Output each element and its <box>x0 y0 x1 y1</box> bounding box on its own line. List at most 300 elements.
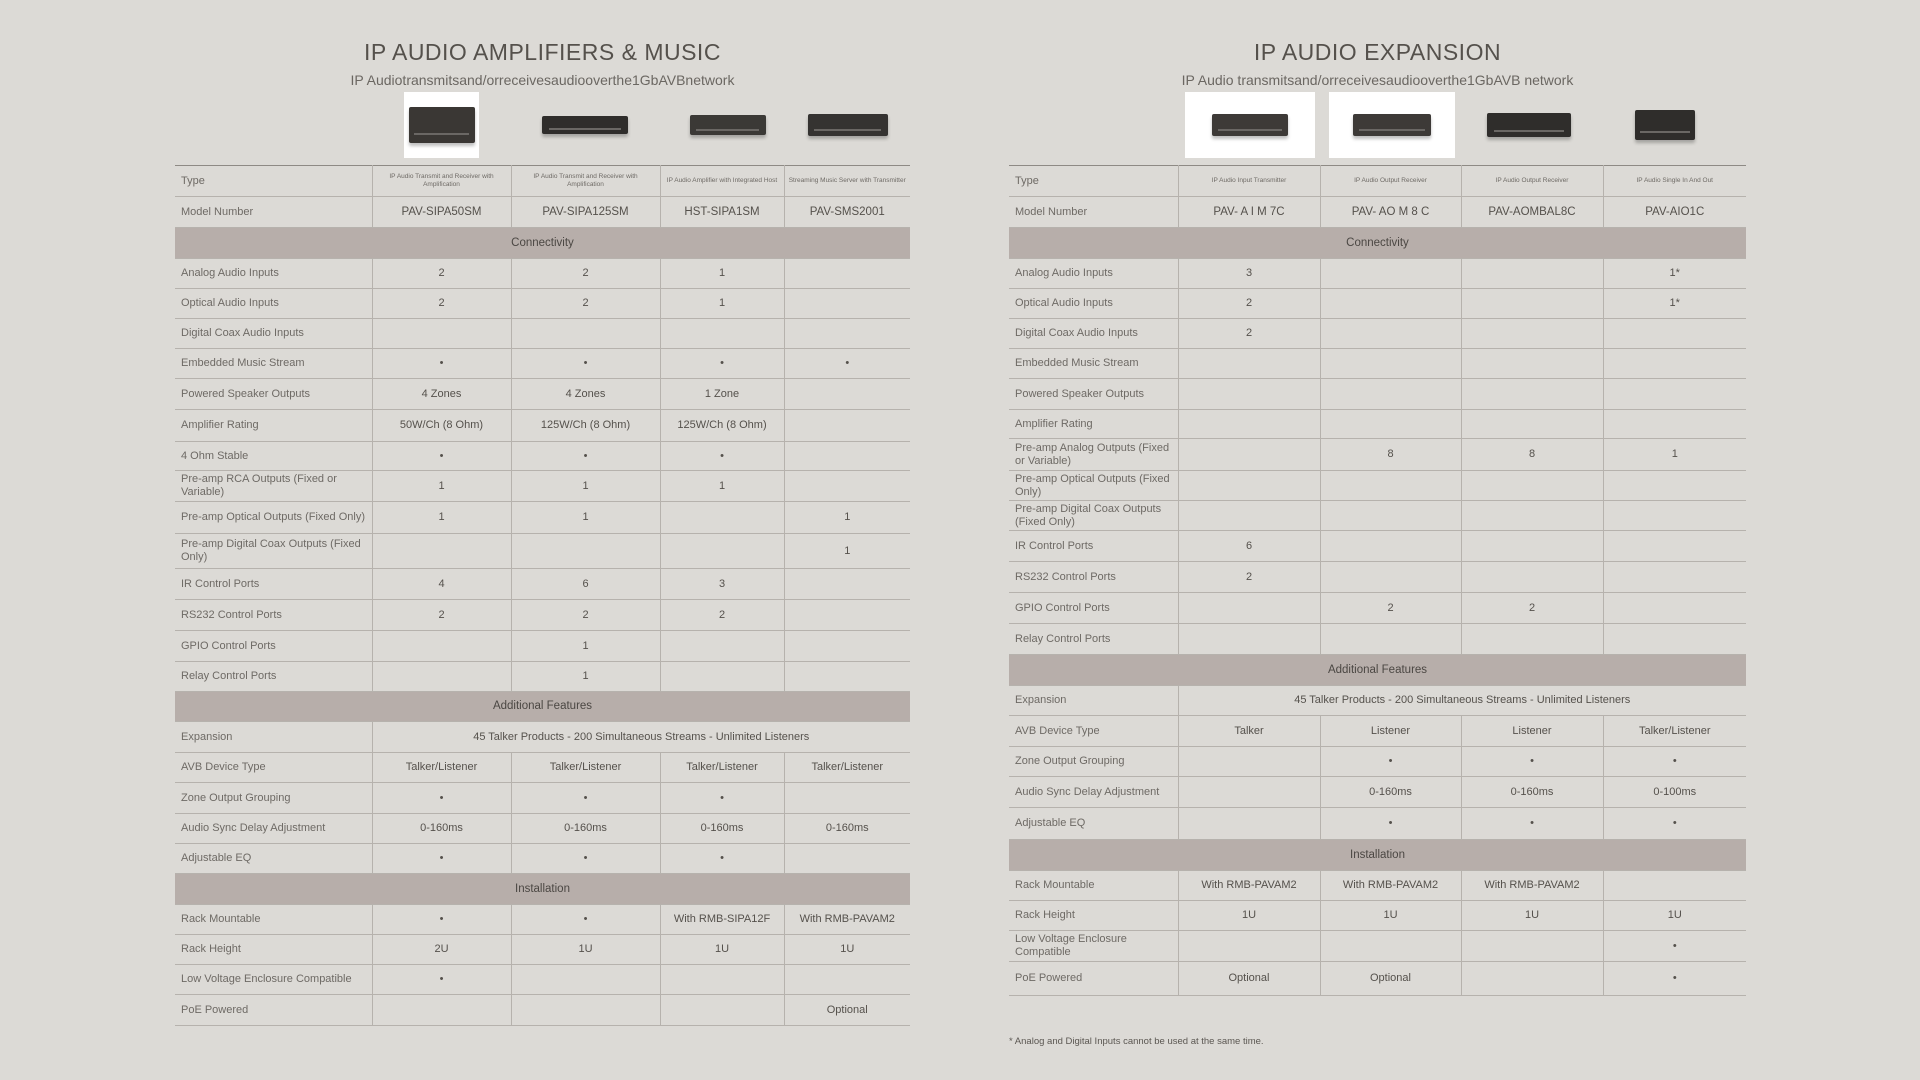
row-value <box>1461 962 1603 996</box>
row-value <box>1461 259 1603 289</box>
row-value <box>372 319 511 349</box>
row-label: Type <box>1009 166 1178 197</box>
row-value <box>1461 319 1603 349</box>
row-value <box>511 319 660 349</box>
row-value: • <box>660 844 784 874</box>
row-value: • <box>511 844 660 874</box>
row-value <box>1603 562 1746 593</box>
row-value: • <box>1603 931 1746 962</box>
row-value: 1 <box>660 259 784 289</box>
expansion-row <box>1009 686 1746 716</box>
row-label: Audio Sync Delay Adjustment <box>1009 777 1178 808</box>
row-value <box>660 965 784 995</box>
table-row <box>1009 471 1746 501</box>
table-row <box>1009 410 1746 439</box>
row-value: With RMB-PAVAM2 <box>1461 871 1603 901</box>
row-value: • <box>1461 808 1603 840</box>
row-value: Talker/Listener <box>1603 716 1746 747</box>
row-value: 2 <box>1178 562 1320 593</box>
row-value: 3 <box>660 569 784 600</box>
row-value <box>1461 379 1603 410</box>
row-value <box>1320 931 1461 962</box>
row-value: 2 <box>1178 289 1320 319</box>
row-label: Amplifier Rating <box>1009 410 1178 439</box>
row-value: Listener <box>1461 716 1603 747</box>
section-title: Additional Features <box>175 692 910 722</box>
row-label: IR Control Ports <box>1009 531 1178 562</box>
row-value: Optional <box>784 995 910 1026</box>
table-row <box>175 814 910 844</box>
row-value: 1U <box>1461 901 1603 931</box>
row-value <box>784 442 910 471</box>
row-value <box>1603 379 1746 410</box>
row-value: 2 <box>372 259 511 289</box>
product-image <box>1185 92 1315 158</box>
product-images <box>1009 92 1746 162</box>
row-value <box>1461 410 1603 439</box>
table-row <box>175 289 910 319</box>
row-value: • <box>511 442 660 471</box>
row-value: 1 <box>784 502 910 534</box>
table-row <box>175 534 910 569</box>
row-value <box>1178 439 1320 471</box>
row-value: 1 <box>660 289 784 319</box>
row-value <box>1320 379 1461 410</box>
product-image <box>1629 92 1701 158</box>
row-label: Pre-amp Digital Coax Outputs (Fixed Only) <box>1009 501 1178 531</box>
row-label: Digital Coax Audio Inputs <box>1009 319 1178 349</box>
table-row <box>175 569 910 600</box>
row-label: Expansion <box>1009 686 1178 716</box>
model-row <box>1009 197 1746 228</box>
row-value <box>511 534 660 569</box>
section-header <box>1009 655 1746 686</box>
section-title: Installation <box>1009 840 1746 871</box>
row-value: 1 <box>372 502 511 534</box>
row-value: 1U <box>511 935 660 965</box>
panel-expansion <box>1009 0 1746 1047</box>
page-title: IP AUDIO AMPLIFIERS & MUSIC <box>364 39 721 65</box>
row-value <box>372 534 511 569</box>
section-title: Additional Features <box>1009 655 1746 686</box>
row-value: 4 Zones <box>372 379 511 410</box>
row-value <box>1178 747 1320 777</box>
row-value: Talker <box>1178 716 1320 747</box>
model-number: PAV- AO M 8 C <box>1320 197 1461 228</box>
row-label: AVB Device Type <box>1009 716 1178 747</box>
row-value <box>372 662 511 692</box>
row-value: • <box>372 844 511 874</box>
row-value <box>1320 531 1461 562</box>
row-value <box>784 631 910 662</box>
row-value <box>784 662 910 692</box>
row-value <box>1603 871 1746 901</box>
table-row <box>175 600 910 631</box>
row-value: 2 <box>511 600 660 631</box>
row-value: 8 <box>1461 439 1603 471</box>
product-image <box>680 92 775 158</box>
row-value: • <box>372 349 511 379</box>
row-value <box>784 965 910 995</box>
row-value: 1* <box>1603 259 1746 289</box>
product-image <box>1329 92 1455 158</box>
product-image <box>404 92 479 158</box>
row-value: 1U <box>1178 901 1320 931</box>
row-value: • <box>511 783 660 814</box>
row-label: GPIO Control Ports <box>175 631 372 662</box>
row-value: Talker/Listener <box>511 753 660 783</box>
row-value: 6 <box>1178 531 1320 562</box>
row-value: 1 Zone <box>660 379 784 410</box>
row-value: 50W/Ch (8 Ohm) <box>372 410 511 442</box>
product-images <box>175 92 910 162</box>
row-value <box>1461 471 1603 501</box>
row-value: 0-160ms <box>372 814 511 844</box>
model-number: HST-SIPA1SM <box>660 197 784 228</box>
row-value <box>1178 410 1320 439</box>
row-value: 0-160ms <box>784 814 910 844</box>
table-row <box>175 844 910 874</box>
table-row <box>175 905 910 935</box>
row-label: Pre-amp Optical Outputs (Fixed Only) <box>1009 471 1178 501</box>
row-value <box>1178 349 1320 379</box>
row-value: 1 <box>660 471 784 502</box>
panel-amplifiers-music <box>175 0 910 1026</box>
row-value: 2 <box>372 600 511 631</box>
row-value <box>1320 501 1461 531</box>
row-value <box>1178 471 1320 501</box>
row-value: 1U <box>784 935 910 965</box>
row-value <box>1320 319 1461 349</box>
row-value: With RMB-PAVAM2 <box>1178 871 1320 901</box>
table-row <box>175 259 910 289</box>
row-value: • <box>511 349 660 379</box>
table-row <box>175 349 910 379</box>
row-label: AVB Device Type <box>175 753 372 783</box>
row-value: 1 <box>511 631 660 662</box>
table-row <box>1009 379 1746 410</box>
row-value: Talker/Listener <box>372 753 511 783</box>
row-label: Model Number <box>175 197 372 228</box>
row-value <box>1320 410 1461 439</box>
row-label: Rack Height <box>175 935 372 965</box>
page-subtitle: IP Audiotransmitsand/orreceivesaudiooverthe1GbAVBnetwork <box>350 72 735 88</box>
type-row <box>175 166 910 197</box>
row-value <box>660 631 784 662</box>
product-type: Streaming Music Server with Transmitter <box>784 166 910 197</box>
row-value <box>784 289 910 319</box>
page-subtitle: IP Audio transmitsand/orreceivesaudiooverthe1GbAVB network <box>1181 72 1574 88</box>
row-value: • <box>660 349 784 379</box>
row-value <box>1461 349 1603 379</box>
row-value <box>1603 624 1746 655</box>
row-label: Pre-amp RCA Outputs (Fixed or Variable) <box>175 471 372 502</box>
table-row <box>175 965 910 995</box>
table-row <box>1009 871 1746 901</box>
product-type: IP Audio Output Receiver <box>1461 166 1603 197</box>
table-row <box>175 631 910 662</box>
row-label: Low Voltage Enclosure Compatible <box>1009 931 1178 962</box>
section-header <box>175 228 910 259</box>
table-row <box>175 662 910 692</box>
row-label: Optical Audio Inputs <box>1009 289 1178 319</box>
product-type: IP Audio Transmit and Receiver with Amplification <box>372 166 511 197</box>
row-value: 1* <box>1603 289 1746 319</box>
table-row <box>1009 931 1746 962</box>
row-value <box>784 259 910 289</box>
product-type: IP Audio Single In And Out <box>1603 166 1746 197</box>
row-value <box>1178 624 1320 655</box>
row-value <box>1320 349 1461 379</box>
row-value: • <box>1461 747 1603 777</box>
row-value: 1 <box>784 534 910 569</box>
row-value <box>784 844 910 874</box>
row-value <box>1320 562 1461 593</box>
row-value <box>1320 289 1461 319</box>
row-value: With RMB-SIPA12F <box>660 905 784 935</box>
section-title: Connectivity <box>1009 228 1746 259</box>
row-label: PoE Powered <box>1009 962 1178 996</box>
row-value <box>784 379 910 410</box>
row-label: Model Number <box>1009 197 1178 228</box>
row-value: Optional <box>1320 962 1461 996</box>
product-image <box>1479 92 1579 158</box>
row-value <box>1461 531 1603 562</box>
row-label: Zone Output Grouping <box>1009 747 1178 777</box>
table-row <box>1009 439 1746 471</box>
row-label: Expansion <box>175 722 372 753</box>
row-value: • <box>1320 808 1461 840</box>
row-value: 6 <box>511 569 660 600</box>
row-value <box>1178 777 1320 808</box>
section-header <box>1009 840 1746 871</box>
row-value <box>1178 931 1320 962</box>
row-value: 1 <box>372 471 511 502</box>
table-row <box>175 753 910 783</box>
page-title: IP AUDIO EXPANSION <box>1253 39 1502 65</box>
row-label: Amplifier Rating <box>175 410 372 442</box>
section-title: Installation <box>175 874 910 905</box>
row-value <box>1320 624 1461 655</box>
row-label: Adjustable EQ <box>175 844 372 874</box>
row-value <box>1461 289 1603 319</box>
row-value: • <box>511 905 660 935</box>
row-value <box>1603 471 1746 501</box>
row-label: Powered Speaker Outputs <box>175 379 372 410</box>
row-label: Adjustable EQ <box>1009 808 1178 840</box>
type-row <box>1009 166 1746 197</box>
row-value: 0-160ms <box>1320 777 1461 808</box>
table-row <box>1009 349 1746 379</box>
row-value: 125W/Ch (8 Ohm) <box>660 410 784 442</box>
expansion-row <box>175 722 910 753</box>
row-value <box>372 631 511 662</box>
row-value: 2U <box>372 935 511 965</box>
row-value <box>511 965 660 995</box>
row-label: Pre-amp Digital Coax Outputs (Fixed Only) <box>175 534 372 569</box>
row-value: • <box>1603 962 1746 996</box>
row-label: 4 Ohm Stable <box>175 442 372 471</box>
model-number: PAV-AIO1C <box>1603 197 1746 228</box>
row-value <box>784 783 910 814</box>
product-type: IP Audio Input Transmitter <box>1178 166 1320 197</box>
row-label: GPIO Control Ports <box>1009 593 1178 624</box>
section-title: Connectivity <box>175 228 910 259</box>
table-row <box>175 935 910 965</box>
row-value: Listener <box>1320 716 1461 747</box>
row-value: Talker/Listener <box>784 753 910 783</box>
row-value <box>784 569 910 600</box>
row-value: • <box>784 349 910 379</box>
table-row <box>1009 808 1746 840</box>
row-value: 0-100ms <box>1603 777 1746 808</box>
row-value: 1 <box>511 502 660 534</box>
row-value <box>1603 319 1746 349</box>
table-row <box>175 410 910 442</box>
row-value <box>1178 808 1320 840</box>
row-value: • <box>1603 747 1746 777</box>
model-row <box>175 197 910 228</box>
row-value: • <box>372 783 511 814</box>
model-number: PAV-AOMBAL8C <box>1461 197 1603 228</box>
row-label: IR Control Ports <box>175 569 372 600</box>
row-value: Optional <box>1178 962 1320 996</box>
row-value: With RMB-PAVAM2 <box>784 905 910 935</box>
expansion-value: 45 Talker Products - 200 Simultaneous Streams - Unlimited Listeners <box>372 722 910 753</box>
row-value <box>660 319 784 349</box>
table-row <box>175 471 910 502</box>
row-value: 4 Zones <box>511 379 660 410</box>
product-type: IP Audio Transmit and Receiver with Amplification <box>511 166 660 197</box>
table-row <box>1009 593 1746 624</box>
spec-table <box>175 165 910 1026</box>
row-label: RS232 Control Ports <box>1009 562 1178 593</box>
model-number: PAV- A I M 7C <box>1178 197 1320 228</box>
row-value <box>1603 593 1746 624</box>
spec-table <box>1009 165 1746 996</box>
row-value <box>1603 410 1746 439</box>
row-label: Type <box>175 166 372 197</box>
table-row <box>1009 562 1746 593</box>
product-image <box>535 92 635 158</box>
row-value: 3 <box>1178 259 1320 289</box>
row-label: Zone Output Grouping <box>175 783 372 814</box>
product-type: IP Audio Amplifier with Integrated Host <box>660 166 784 197</box>
row-value: 1U <box>1320 901 1461 931</box>
row-value <box>1461 501 1603 531</box>
table-row <box>1009 624 1746 655</box>
row-label: Optical Audio Inputs <box>175 289 372 319</box>
section-header <box>175 692 910 722</box>
row-value <box>1603 531 1746 562</box>
row-label: Relay Control Ports <box>1009 624 1178 655</box>
row-value <box>784 600 910 631</box>
table-row <box>1009 747 1746 777</box>
row-value <box>784 471 910 502</box>
row-label: Rack Mountable <box>1009 871 1178 901</box>
row-value <box>660 534 784 569</box>
row-label: Relay Control Ports <box>175 662 372 692</box>
row-label: Rack Height <box>1009 901 1178 931</box>
row-value: 125W/Ch (8 Ohm) <box>511 410 660 442</box>
product-image <box>800 92 895 158</box>
row-label: Digital Coax Audio Inputs <box>175 319 372 349</box>
row-label: Pre-amp Optical Outputs (Fixed Only) <box>175 502 372 534</box>
row-value <box>1461 624 1603 655</box>
row-value: • <box>372 905 511 935</box>
row-value: • <box>372 442 511 471</box>
table-row <box>1009 531 1746 562</box>
row-value <box>372 995 511 1026</box>
row-value <box>1461 562 1603 593</box>
row-value <box>1461 931 1603 962</box>
row-value: 2 <box>372 289 511 319</box>
model-number: PAV-SIPA125SM <box>511 197 660 228</box>
row-label: Embedded Music Stream <box>175 349 372 379</box>
row-value <box>1603 501 1746 531</box>
table-row <box>1009 259 1746 289</box>
table-row <box>1009 319 1746 349</box>
row-label: Pre-amp Analog Outputs (Fixed or Variable) <box>1009 439 1178 471</box>
table-row <box>1009 501 1746 531</box>
row-value: 2 <box>1461 593 1603 624</box>
row-label: Audio Sync Delay Adjustment <box>175 814 372 844</box>
row-value: 1 <box>1603 439 1746 471</box>
product-type: IP Audio Output Receiver <box>1320 166 1461 197</box>
table-row <box>175 783 910 814</box>
section-header <box>175 874 910 905</box>
row-value: • <box>660 442 784 471</box>
row-value <box>511 995 660 1026</box>
table-row <box>175 995 910 1026</box>
expansion-value: 45 Talker Products - 200 Simultaneous Streams - Unlimited Listeners <box>1178 686 1746 716</box>
row-value: 2 <box>660 600 784 631</box>
row-value <box>1178 379 1320 410</box>
row-label: Low Voltage Enclosure Compatible <box>175 965 372 995</box>
model-number: PAV-SIPA50SM <box>372 197 511 228</box>
row-value: • <box>1320 747 1461 777</box>
row-value: 1U <box>660 935 784 965</box>
row-value: 1 <box>511 662 660 692</box>
row-value: • <box>1603 808 1746 840</box>
row-value: 4 <box>372 569 511 600</box>
row-value: 2 <box>511 259 660 289</box>
row-label: Analog Audio Inputs <box>175 259 372 289</box>
row-value <box>1178 593 1320 624</box>
table-row <box>1009 716 1746 747</box>
table-row <box>175 379 910 410</box>
row-value: • <box>372 965 511 995</box>
row-value: 2 <box>1178 319 1320 349</box>
row-value: 0-160ms <box>511 814 660 844</box>
row-value: 0-160ms <box>1461 777 1603 808</box>
row-value: 2 <box>1320 593 1461 624</box>
row-value <box>1320 471 1461 501</box>
row-value <box>784 410 910 442</box>
row-value: • <box>660 783 784 814</box>
row-value <box>660 662 784 692</box>
row-label: PoE Powered <box>175 995 372 1026</box>
section-header <box>1009 228 1746 259</box>
row-value: 1U <box>1603 901 1746 931</box>
row-value <box>660 995 784 1026</box>
table-row <box>175 319 910 349</box>
row-value <box>784 319 910 349</box>
row-value: 0-160ms <box>660 814 784 844</box>
model-number: PAV-SMS2001 <box>784 197 910 228</box>
row-value: 1 <box>511 471 660 502</box>
table-row <box>1009 777 1746 808</box>
